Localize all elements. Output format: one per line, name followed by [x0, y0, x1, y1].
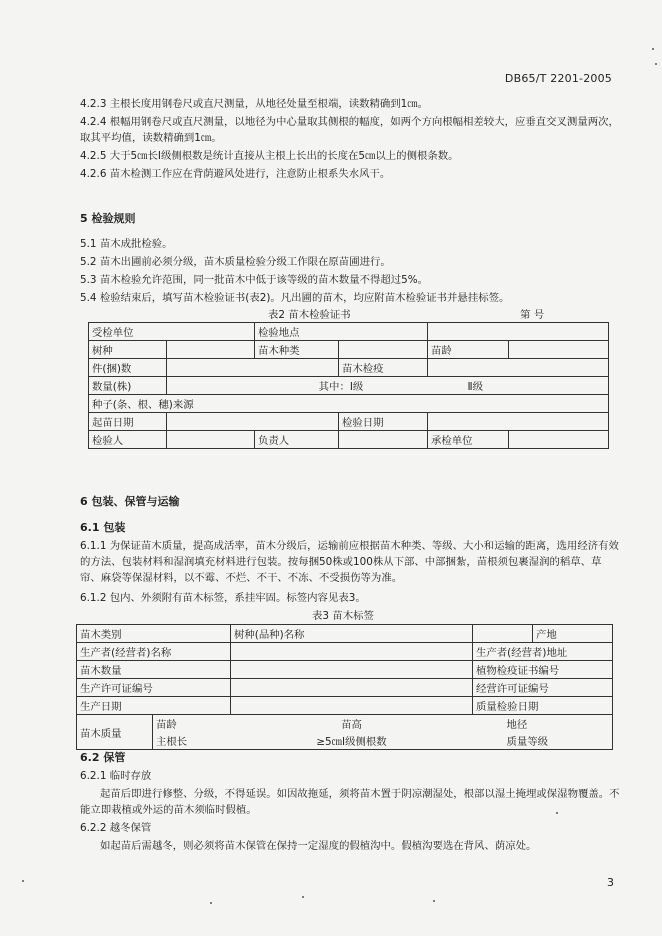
table-cell: 苗木数量	[77, 661, 231, 679]
table-cell: 受检单位	[89, 323, 255, 341]
table-cell: 检验人	[89, 431, 167, 449]
table-row	[77, 715, 613, 733]
section-6-2-heading: 6.2 保管	[80, 751, 126, 764]
clause-6-2-1-heading: 6.2.1 临时存放	[80, 770, 152, 782]
table-cell: 数量(株)	[89, 377, 167, 395]
table-cell: 生产者(经营者)地址	[473, 643, 613, 661]
clause-6-1-2: 6.1.2 包内、外须附有苗木标签，系挂牢固。标签内容见表3。	[80, 592, 366, 604]
seedling-label-table	[76, 624, 613, 750]
table-cell: 起苗日期	[89, 413, 167, 431]
table-cell: 生产日期	[77, 697, 231, 715]
document-code: DB65/T 2201-2005	[504, 72, 612, 85]
table-cell: 种子(条、根、穗)来源	[89, 395, 609, 413]
table-cell	[231, 661, 473, 679]
certificate-number-label: 第 号	[520, 309, 545, 321]
table-cell: 植物检疫证书编号	[473, 661, 613, 679]
table-row	[89, 413, 609, 431]
table-cell: 质量等级	[473, 732, 613, 750]
table-cell	[167, 341, 255, 359]
table-cell: 生产许可证编号	[77, 679, 231, 697]
scan-speck	[655, 63, 657, 65]
table-row	[77, 661, 613, 679]
table-cell	[509, 341, 609, 359]
table-cell: 苗木检疫	[339, 359, 428, 377]
table-row	[77, 625, 613, 643]
table-cell: 件(捆)数	[89, 359, 167, 377]
table-row	[89, 323, 609, 341]
table-cell	[231, 697, 473, 715]
table-row	[89, 377, 609, 395]
table-cell: Ⅱ级	[428, 377, 609, 395]
table-row	[89, 431, 609, 449]
table-cell	[231, 679, 473, 697]
table-cell: 树种(品种)名称	[231, 625, 473, 643]
table-cell: 苗木质量	[77, 715, 153, 750]
table-cell: 检验地点	[255, 323, 428, 341]
table-cell: 地径	[473, 715, 613, 733]
table-cell: 质量检验日期	[473, 697, 613, 715]
section-5-heading: 5 检验规则	[80, 212, 136, 225]
table-cell: 主根长	[153, 732, 231, 750]
section-6-heading: 6 包装、保管与运输	[80, 495, 180, 508]
table-cell	[509, 431, 609, 449]
scan-speck	[302, 896, 304, 898]
clause-4-2-5: 4.2.5 大于5㎝长Ⅰ级侧根数是统计直接从主根上长出的长度在5㎝以上的侧根条数。	[80, 150, 459, 162]
clause-5-3: 5.3 苗木检验允许范围，同一批苗木中低于该等级的苗木数量不得超过5%。	[80, 274, 429, 286]
table-cell: 苗高	[231, 715, 473, 733]
table-row	[77, 643, 613, 661]
table-cell	[473, 625, 533, 643]
table-cell	[231, 643, 473, 661]
table-cell: 树种	[89, 341, 167, 359]
table-cell	[167, 377, 255, 395]
clause-4-2-3: 4.2.3 主根长度用钢卷尺或直尺测量，从地径处量至根端，读数精确到1㎝。	[80, 98, 429, 110]
table-cell	[167, 413, 339, 431]
table-row	[89, 341, 609, 359]
table-cell: ≥5㎝Ⅰ级侧根数	[231, 732, 473, 750]
table-cell: 检验日期	[339, 413, 428, 431]
table-row	[89, 395, 609, 413]
scan-speck	[22, 880, 24, 882]
table-cell	[428, 323, 609, 341]
table-cell: 承检单位	[428, 431, 509, 449]
inspection-certificate-table	[88, 322, 609, 449]
table-cell: 其中：Ⅰ级	[255, 377, 428, 395]
section-6-1-heading: 6.1 包装	[80, 521, 126, 534]
table3-caption: 表3 苗木标签	[312, 610, 374, 622]
clause-6-1-1: 6.1.1 为保证苗木质量，提高成活率，苗木分级后，运输前应根据苗木种类、等级、大小和运输的距离，选用经济有效的方法、包装材料和湿润填充材料进行包装。按每捆50株或100株从下部、中部捆紮，苗根须包裹湿润的稻草、草帘、麻袋等保湿材料，以不霉、不烂、不干、不冻、不受损伤等为准。	[80, 540, 619, 584]
clause-6-2-2: 如起苗后需越冬，则必须将苗木保管在保持一定湿度的假植沟中。假植沟要选在背风、荫凉处。	[100, 840, 537, 852]
table-cell: 生产者(经营者)名称	[77, 643, 231, 661]
table-row	[77, 732, 613, 750]
scan-speck	[210, 902, 212, 904]
clause-4-2-6: 4.2.6 苗木检测工作应在背荫避风处进行，注意防止根系失水风干。	[80, 168, 391, 180]
clause-4-2-4: 4.2.4 根幅用钢卷尺或直尺测量，以地径为中心量取其侧根的幅度，如两个方向根幅相差较大，应垂直交叉测量两次，取其平均值，读数精确到1㎝。	[80, 116, 619, 144]
table-cell	[167, 431, 255, 449]
table-cell: 苗木类别	[77, 625, 231, 643]
scan-speck	[652, 48, 654, 50]
table-cell: 苗龄	[428, 341, 509, 359]
table-cell	[428, 413, 609, 431]
table-cell: 苗龄	[153, 715, 231, 733]
table-row	[77, 679, 613, 697]
clause-5-2: 5.2 苗木出圃前必须分级，苗木质量检验分级工作限在原苗圃进行。	[80, 256, 391, 268]
table2-caption: 表2 苗木检验证书	[268, 309, 351, 321]
table-cell: 产地	[533, 625, 613, 643]
table-row	[77, 697, 613, 715]
table-cell	[428, 359, 609, 377]
scan-speck	[433, 900, 435, 902]
page-number: 3	[607, 876, 614, 889]
table-cell	[339, 431, 428, 449]
clause-6-2-2-heading: 6.2.2 越冬保管	[80, 822, 152, 834]
table-cell: 经营许可证编号	[473, 679, 613, 697]
scan-speck	[556, 812, 558, 814]
table-cell	[339, 341, 428, 359]
table-cell: 苗木种类	[255, 341, 339, 359]
clause-5-4: 5.4 检验结束后，填写苗木检验证书(表2)。凡出圃的苗木，均应附苗木检验证书并悬挂标签。	[80, 292, 510, 304]
clause-5-1: 5.1 苗木成批检验。	[80, 238, 173, 250]
table-cell	[167, 359, 339, 377]
table-cell: 负责人	[255, 431, 339, 449]
clause-6-2-1: 起苗后即进行修整、分级，不得延误。如因故拖延，须将苗木置于阴凉潮湿处，根部以湿土掩埋或保湿物覆盖。不能立即栽植或外运的苗木须临时假植。	[80, 788, 620, 816]
table-row	[89, 359, 609, 377]
